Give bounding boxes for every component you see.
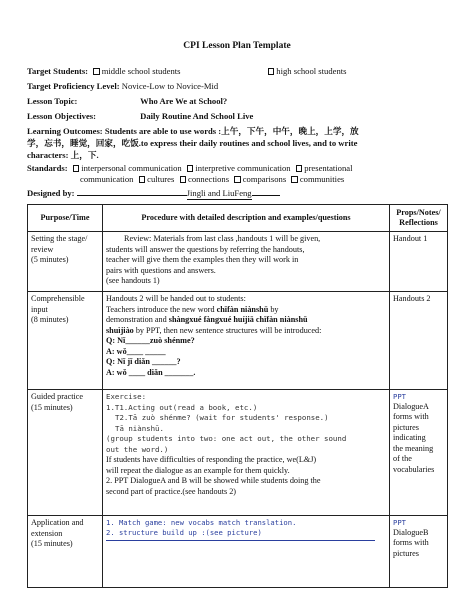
proficiency-value: Novice-Low to Novice-Mid xyxy=(121,81,219,91)
standards-row-1 xyxy=(27,163,352,174)
standard-item: interpersonal communication xyxy=(81,163,182,173)
high-school-option: high school students xyxy=(276,66,347,76)
middle-school-option: middle school students xyxy=(101,66,181,76)
row4-props: PPT DialogueB forms with pictures xyxy=(390,516,448,588)
standard-item: comparisons xyxy=(242,174,287,184)
outcomes-line-2: 学，忘书，睡觉，回家，吃饭.to express their daily routines and school lives, and to write xyxy=(27,138,358,148)
standard-checkbox[interactable] xyxy=(296,165,303,172)
table-header-row xyxy=(28,205,448,232)
standard-item: cultures xyxy=(147,174,175,184)
header-purpose: Purpose/Time xyxy=(28,205,103,232)
row2-teach-line-1: Teachers introduce the new word chīfàn niànshū by xyxy=(106,304,279,314)
designed-by-row xyxy=(27,188,280,200)
designed-by-value: Jingli and LiuFeng xyxy=(187,188,252,200)
standard-checkbox[interactable] xyxy=(139,176,146,183)
answer-2: A: wǒ ____ diǎn _______. xyxy=(106,367,196,377)
row2-purpose: Comprehensible input (8 minutes) xyxy=(28,292,103,390)
table-row xyxy=(28,232,448,292)
standards-row-2 xyxy=(80,174,344,185)
standard-checkbox[interactable] xyxy=(73,165,80,172)
outcomes-line-3: characters: 上，下. xyxy=(27,150,99,160)
middle-school-checkbox[interactable] xyxy=(93,68,100,75)
row1-props: Handout 1 xyxy=(390,232,448,292)
standard-item: communication xyxy=(80,174,134,184)
standard-checkbox[interactable] xyxy=(180,176,187,183)
row2-props: Handouts 2 xyxy=(390,292,448,390)
question-1: Q: Nǐ______zuò shénme? xyxy=(106,336,195,345)
standard-item: connections xyxy=(188,174,230,184)
standards-label: Standards: xyxy=(27,163,68,173)
topic-row xyxy=(27,96,227,107)
row1-procedure: Review: Materials from last class ,handouts 1 will be given, students will answer the questions by referring the handouts, teacher will give them the examples then they will work in pairs with questions and answers. (see handouts 1) xyxy=(103,232,390,292)
standard-item: interpretive communication xyxy=(195,163,291,173)
row4-purpose: Application and extension (15 minutes) xyxy=(28,516,103,588)
designed-by-blank xyxy=(77,195,187,196)
proficiency-label: Target Proficiency Level: xyxy=(27,81,120,91)
header-procedure: Procedure with detailed description and examples/questions xyxy=(103,205,390,232)
objectives-row xyxy=(27,111,253,122)
topic-label: Lesson Topic: xyxy=(27,96,78,106)
row2-teach-line-3: shuìjiào by PPT, then new sentence structures will be introduced: xyxy=(106,325,322,335)
standard-item: presentational xyxy=(304,163,353,173)
row1-purpose: Setting the stage/ review (5 minutes) xyxy=(28,232,103,292)
standard-checkbox[interactable] xyxy=(234,176,241,183)
proficiency-row xyxy=(27,81,218,92)
question-2: Q: Nǐ jǐ diǎn ______? xyxy=(106,357,181,366)
answer-1: A: wǒ____ _____ xyxy=(106,346,166,356)
designed-by-blank-end xyxy=(252,195,280,196)
header-props: Props/Notes/ Reflections xyxy=(390,205,448,232)
row4-procedure: 1. Match game: new vocabs match translation. 2. structure build up :(see picture) xyxy=(103,516,390,588)
standard-checkbox[interactable] xyxy=(291,176,298,183)
standard-checkbox[interactable] xyxy=(187,165,194,172)
table-row xyxy=(28,292,448,390)
objectives-value: Daily Routine And School Live xyxy=(140,111,254,121)
row3-procedure: Exercise: 1.T1.Acting out(read a book, etc.) T2.Tā zuò shénme? (wait for students' response.) Tā niànshū. (group students into two: one act out, the other sound out the word.) If students have difficulties of responding the practice, we(L&J) will repeat the dialogue as an example for them quickly. 2. PPT DialogueA and B will be showed while students doing the second part of practice.(see handouts 2) xyxy=(103,390,390,516)
row4-underline xyxy=(106,540,375,541)
table-row xyxy=(28,390,448,516)
standard-item: communities xyxy=(299,174,345,184)
row3-purpose: Guided practice (15 minutes) xyxy=(28,390,103,516)
table-row xyxy=(28,516,448,588)
high-school-checkbox[interactable] xyxy=(268,68,275,75)
objectives-label: Lesson Objectives: xyxy=(27,111,96,121)
designed-by-label: Designed by: xyxy=(27,188,75,198)
row3-props: PPT DialogueA forms with pictures indicating the meaning of the vocabularies xyxy=(390,390,448,516)
row2-teach-line-2: demonstration and shàngxué fàngxué huíjiā chīfàn niànshū xyxy=(106,315,308,324)
topic-value: Who Are We at School? xyxy=(140,96,228,106)
page-title: CPI Lesson Plan Template xyxy=(183,41,291,51)
outcomes-line-1: Learning Outcomes: Students are able to use words :上午，下午，中午，晚上，上学，放 xyxy=(27,126,359,136)
target-students-row xyxy=(27,66,346,77)
row2-procedure: Handouts 2 will be handed out to students: Teachers introduce the new word chīfàn niànshū by demonstration and shàngxué fàngxué huíjiā chīfàn niànshū shuìjiào by PPT, then new sentence structures will be introduced: Q: Nǐ______zuò shénme? A: wǒ____ _____ Q: Nǐ jǐ diǎn ______? A: wǒ ____ diǎn _______. xyxy=(103,292,390,390)
procedure-table xyxy=(27,204,448,588)
target-students-label: Target Students: xyxy=(27,66,89,76)
